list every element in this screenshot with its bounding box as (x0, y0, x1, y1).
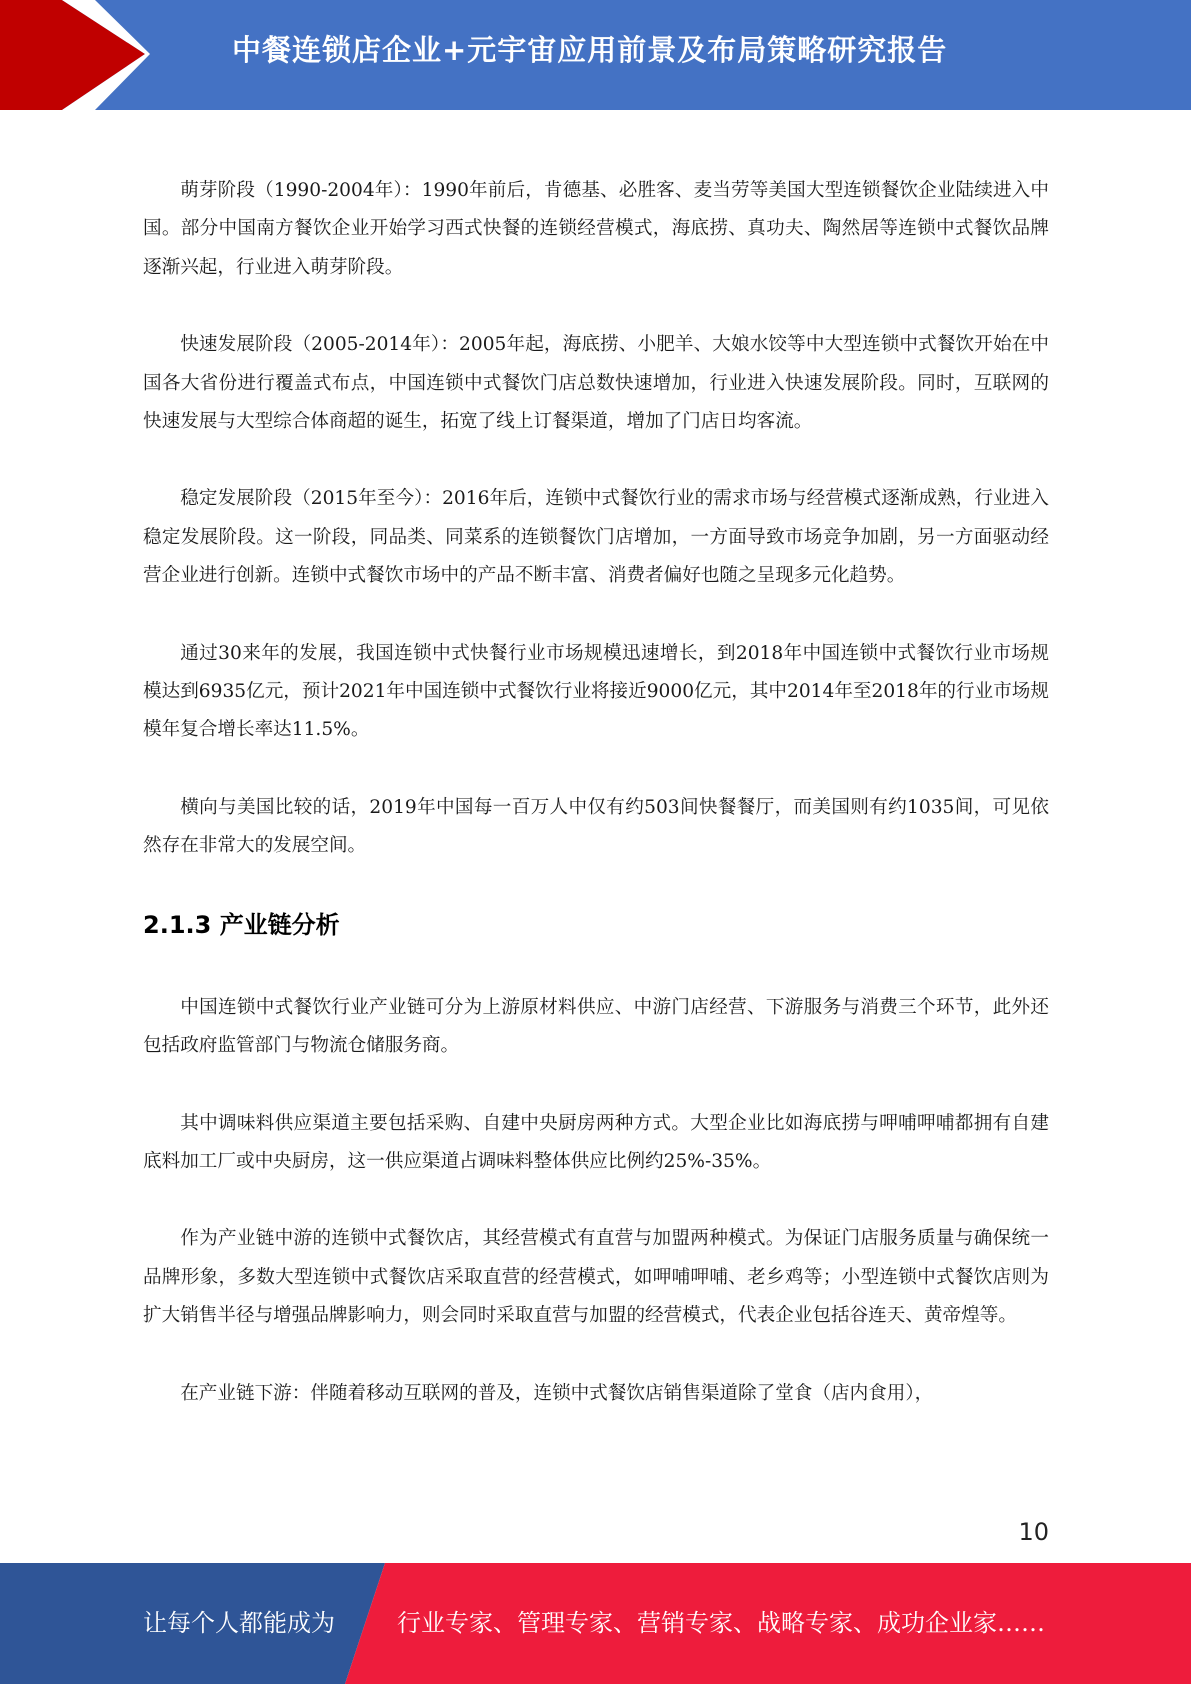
report-title: 中餐连锁店企业+元宇宙应用前景及布局策略研究报告 (232, 33, 948, 67)
section-heading: 2.1.3 产业链分析 (143, 910, 340, 939)
document-body (143, 172, 1049, 1452)
paragraph-downstream: 在产业链下游：伴随着移动互联网的普及，连锁中式餐饮店销售渠道除了堂食（店内食用）， (180, 1382, 934, 1404)
footer-slogan-left: 让每个人都能成为 (143, 1609, 335, 1637)
page-number: 10 (1018, 1518, 1049, 1546)
page-footer (0, 1563, 1191, 1684)
paragraph-rapid-growth-stage: 快速发展阶段（2005-2014年）：2005年起，海底捞、小肥羊、大娘水饺等中大型连锁中式餐饮开始在中国各大省份进行覆盖式布点，中国连锁中式餐饮门店总数快速增加，行业进入快速发展阶段。同时，互联网的快速发展与大型综合体商超的诞生，拓宽了线上订餐渠道，增加了门店日均客流。 (143, 334, 1049, 433)
paragraph-midstream-operation: 作为产业链中游的连锁中式餐饮店，其经营模式有直营与加盟两种模式。为保证门店服务质量与确保统一品牌形象，多数大型连锁中式餐饮店采取直营的经营模式，如呷哺呷哺、老乡鸡等；小型连锁中式餐饮店则为扩大销售半径与增强品牌影响力，则会同时采取直营与加盟的经营模式，代表企业包括谷连天、黄帝煌等。 (143, 1228, 1049, 1327)
paragraph-industry-chain: 中国连锁中式餐饮行业产业链可分为上游原材料供应、中游门店经营、下游服务与消费三个环节，此外还包括政府监管部门与物流仓储服务商。 (143, 996, 1049, 1057)
paragraph-stable-stage: 稳定发展阶段（2015年至今）：2016年后，连锁中式餐饮行业的需求市场与经营模式逐渐成熟，行业进入稳定发展阶段。这一阶段，同品类、同菜系的连锁餐饮门店增加，一方面导致市场竞争加剧，另一方面驱动经营企业进行创新。连锁中式餐饮市场中的产品不断丰富、消费者偏好也随之呈现多元化趋势。 (143, 488, 1049, 587)
paragraph-seasoning-supply: 其中调味料供应渠道主要包括采购、自建中央厨房两种方式。大型企业比如海底捞与呷哺呷哺都拥有自建底料加工厂或中央厨房，这一供应渠道占调味料整体供应比例约25%-35%。 (143, 1112, 1049, 1172)
footer-slogan-right: 行业专家、管理专家、营销专家、战略专家、成功企业家…… (397, 1609, 1045, 1637)
paragraph-market-size: 通过30来年的发展，我国连锁中式快餐行业市场规模迅速增长，到2018年中国连锁中式餐饮行业市场规模达到6935亿元，预计2021年中国连锁中式餐饮行业将接近9000亿元，其中2014年至2018年的行业市场规模年复合增长率达11.5%。 (143, 642, 1049, 741)
page-header (0, 0, 1191, 110)
paragraph-sprouting-stage: 萌芽阶段（1990-2004年）：1990年前后，肯德基、必胜客、麦当劳等美国大型连锁餐饮企业陆续进入中国。部分中国南方餐饮企业开始学习西式快餐的连锁经营模式，海底捞、真功夫、陶然居等连锁中式餐饮品牌逐渐兴起，行业进入萌芽阶段。 (143, 180, 1049, 278)
paragraph-us-comparison: 横向与美国比较的话，2019年中国每一百万人中仅有约503间快餐餐厅，而美国则有约1035间，可见依然存在非常大的发展空间。 (143, 796, 1049, 857)
